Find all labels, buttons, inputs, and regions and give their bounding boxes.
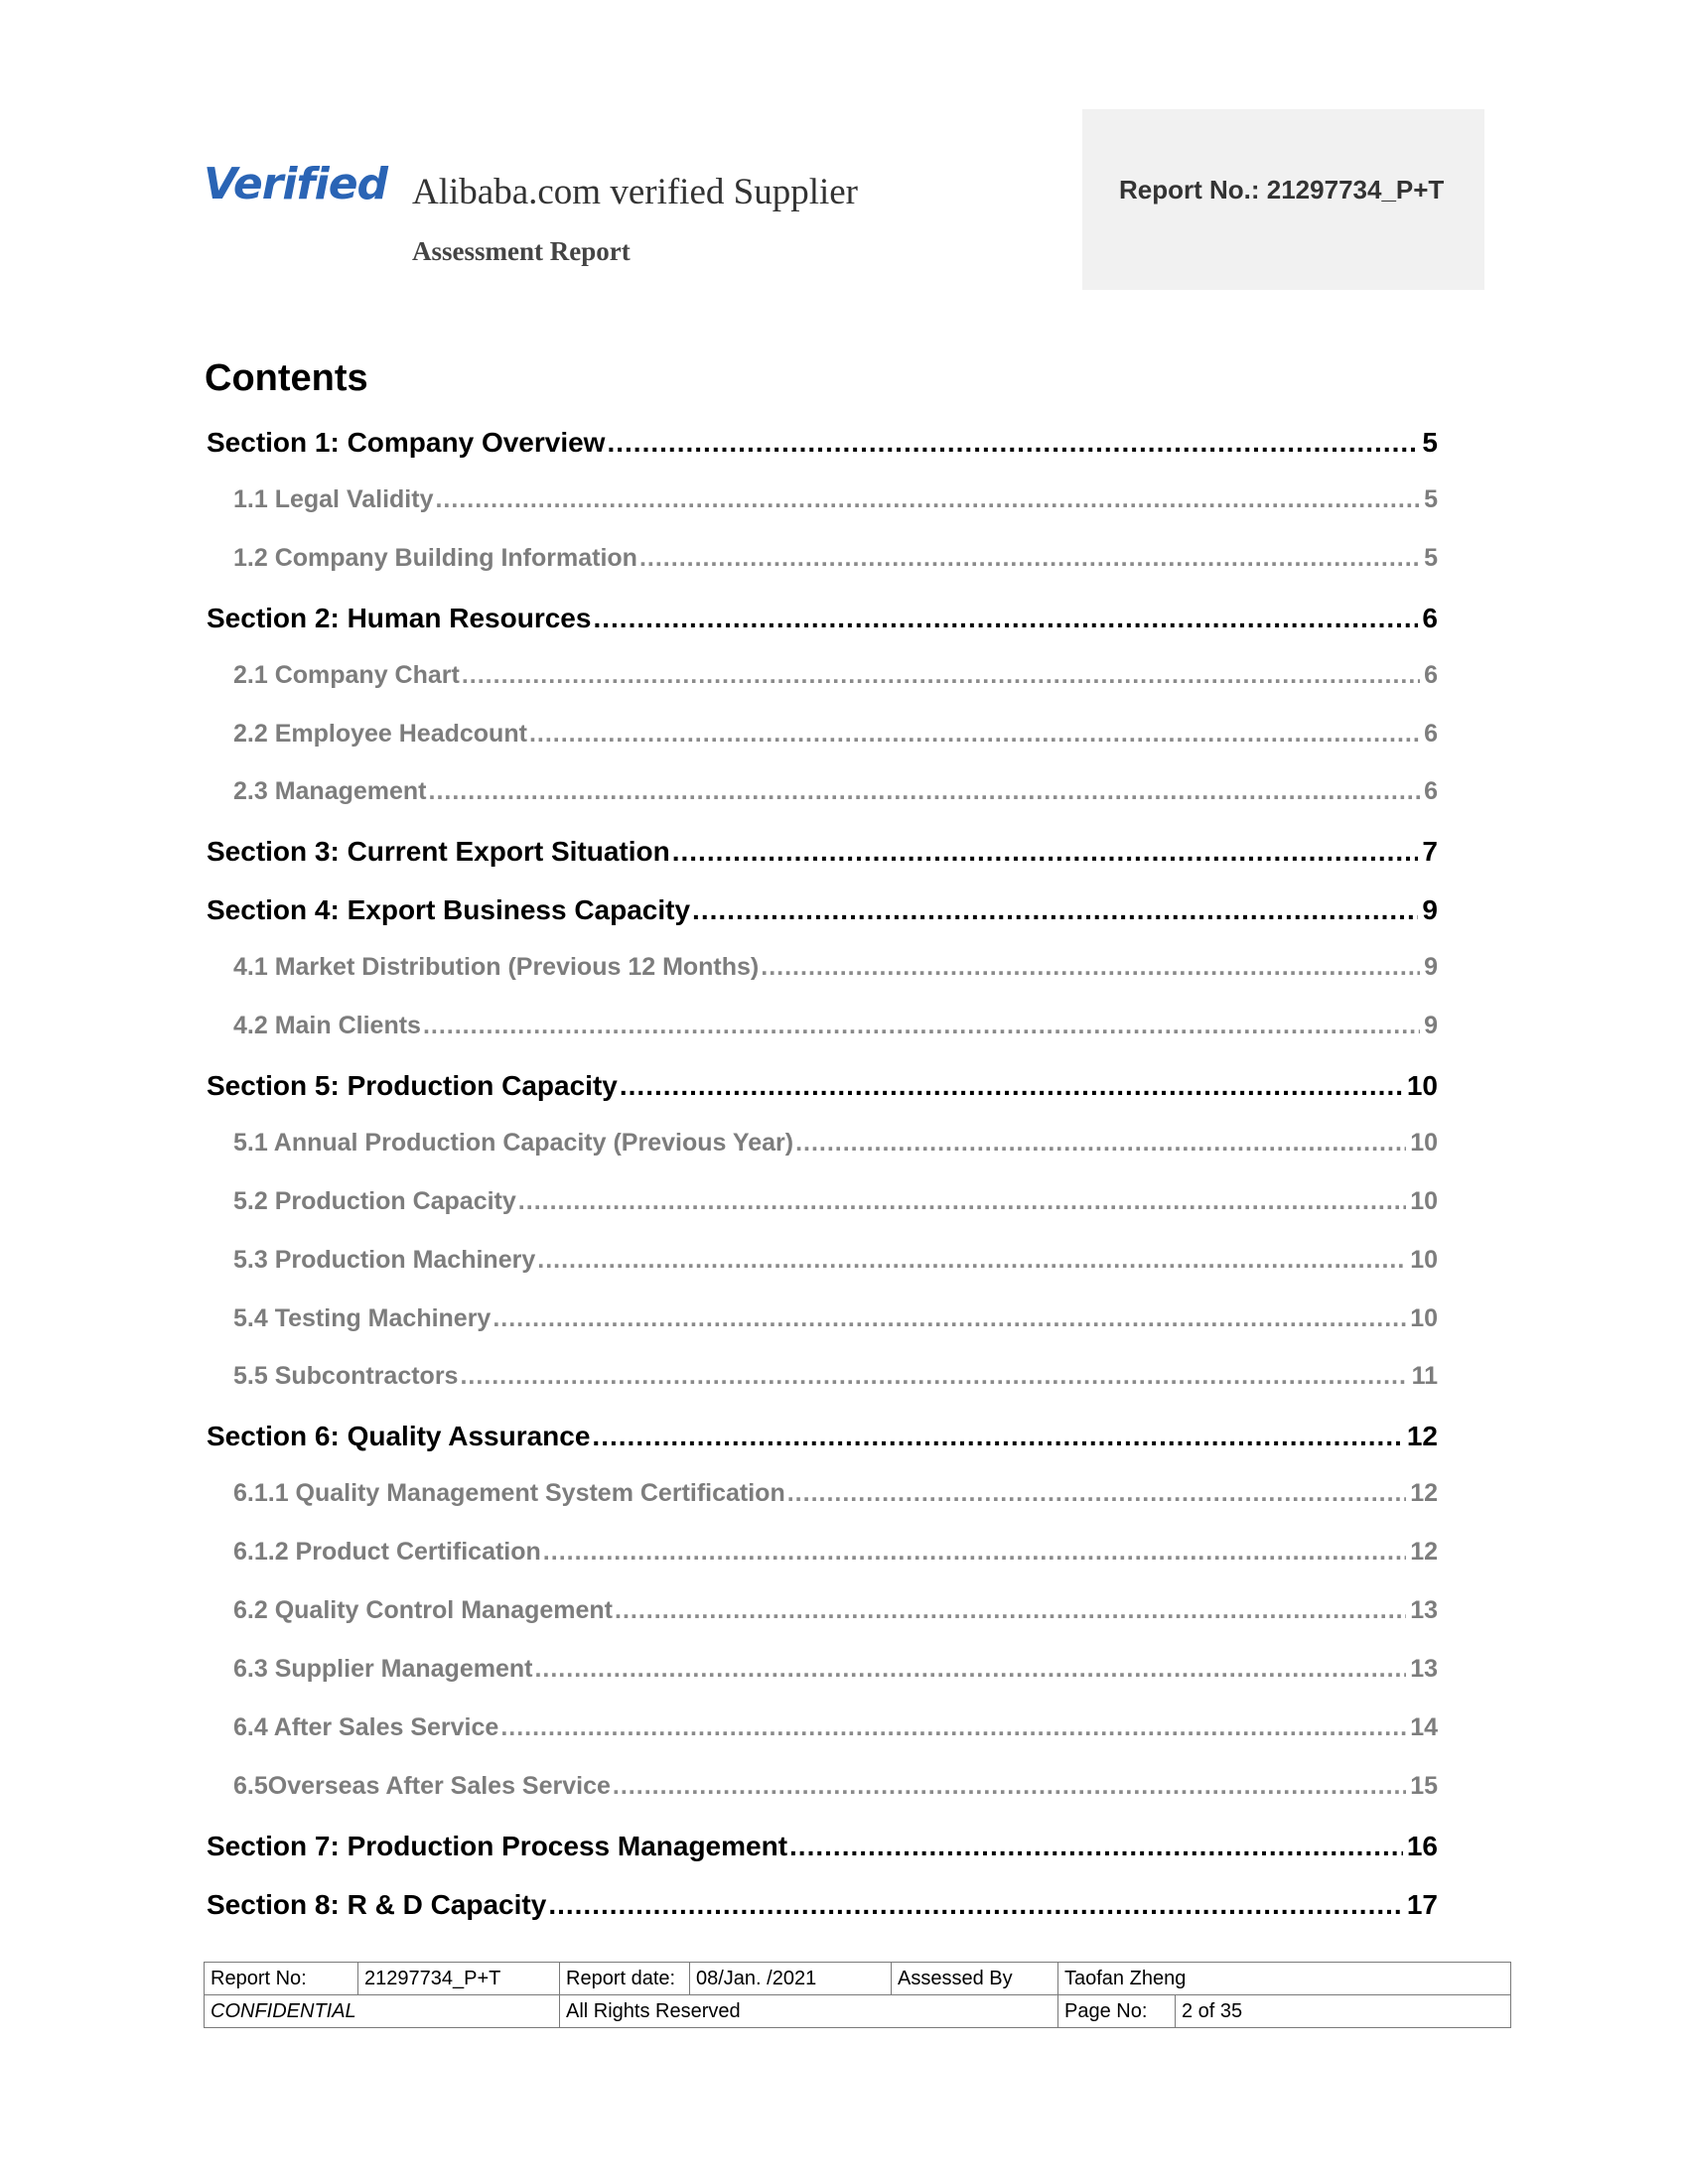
toc-entry-page: 10: [1410, 1245, 1438, 1274]
toc-dot-leader: [492, 1304, 1406, 1333]
toc-entry-page: 11: [1411, 1362, 1438, 1391]
toc-entry-page: 6: [1424, 660, 1438, 689]
toc-entry[interactable]: [233, 1596, 1438, 1625]
toc-entry[interactable]: [233, 1655, 1438, 1684]
toc-entry-label: 2.2 Employee Headcount: [233, 719, 527, 748]
toc-dot-leader: [423, 1012, 1420, 1040]
toc-entry-page: 5: [1424, 543, 1438, 572]
toc-entry-page: 6: [1422, 602, 1438, 633]
toc-entry-page: 10: [1410, 1303, 1438, 1332]
toc-entry-label: 4.1 Market Distribution (Previous 12 Months): [233, 953, 760, 982]
toc-entry[interactable]: [233, 1129, 1438, 1158]
toc-dot-leader: [795, 1129, 1406, 1158]
toc-entry-page: 14: [1410, 1712, 1438, 1741]
toc-entry-label: 5.2 Production Capacity: [233, 1186, 516, 1215]
toc-dot-leader: [620, 1070, 1403, 1102]
toc-entry-label: 5.4 Testing Machinery: [233, 1303, 492, 1332]
verified-logo: Verified: [204, 159, 388, 209]
toc-entry-label: Section 8: R & D Capacity: [207, 1888, 547, 1920]
toc-dot-leader: [460, 1362, 1407, 1391]
toc-dot-leader: [615, 1596, 1406, 1625]
toc-entry-page: 17: [1406, 1888, 1438, 1920]
toc-entry-label: Section 1: Company Overview: [207, 427, 606, 458]
report-number: Report No.: 21297734_P+T: [1119, 175, 1445, 205]
toc-entry-page: 15: [1410, 1771, 1438, 1800]
toc-dot-leader: [462, 661, 1420, 690]
toc-dot-leader: [639, 544, 1420, 573]
toc-entry-label: 5.5 Subcontractors: [233, 1362, 459, 1391]
toc-entry-label: 5.1 Annual Production Capacity (Previous Year): [233, 1128, 794, 1157]
toc-dot-leader: [537, 1246, 1406, 1275]
toc-entry-page: 9: [1424, 953, 1438, 982]
toc-entry-page: 13: [1410, 1654, 1438, 1683]
header-title: Alibaba.com verified Supplier: [412, 172, 859, 212]
toc-entry-page: 10: [1406, 1069, 1438, 1101]
toc-entry-label: Section 4: Export Business Capacity: [207, 894, 691, 926]
toc-entry-label: 2.1 Company Chart: [233, 660, 460, 689]
toc-dot-leader: [500, 1713, 1406, 1742]
toc-entry[interactable]: [207, 1889, 1438, 1921]
toc-dot-leader: [672, 836, 1419, 868]
toc-dot-leader: [592, 1421, 1402, 1452]
toc-entry-label: 2.3 Management: [233, 777, 427, 806]
toc-entry-label: 6.4 After Sales Service: [233, 1712, 499, 1741]
toc-entry-label: Section 2: Human Resources: [207, 602, 592, 633]
toc-entry[interactable]: [207, 1831, 1438, 1862]
toc-entry-page: 9: [1424, 1012, 1438, 1039]
toc-entry-page: 6: [1424, 777, 1438, 806]
toc-entry-page: 9: [1422, 894, 1438, 926]
footer-report-date-label: Report date:: [560, 1963, 690, 1995]
toc-entry-page: 12: [1410, 1538, 1438, 1567]
footer-confidential: CONFIDENTIAL: [205, 1995, 560, 2028]
toc-dot-leader: [789, 1831, 1403, 1862]
report-number-box: [1082, 109, 1484, 290]
toc-entry[interactable]: [233, 1187, 1438, 1216]
toc-dot-leader: [761, 953, 1420, 982]
footer-report-no-value: 21297734_P+T: [358, 1963, 560, 1995]
toc-dot-leader: [613, 1772, 1406, 1801]
toc-entry[interactable]: [233, 953, 1438, 982]
toc-entry[interactable]: [207, 427, 1438, 459]
toc-entry-page: 6: [1424, 719, 1438, 748]
toc-entry[interactable]: [207, 836, 1438, 868]
toc-dot-leader: [529, 720, 1420, 749]
toc-dot-leader: [607, 427, 1418, 459]
footer-report-no-label: Report No:: [205, 1963, 358, 1995]
toc-entry-label: Section 7: Production Process Management: [207, 1830, 788, 1861]
toc-dot-leader: [543, 1538, 1406, 1567]
header-subtitle: Assessment Report: [412, 236, 631, 266]
toc-entry[interactable]: [207, 603, 1438, 634]
toc-entry[interactable]: [233, 1362, 1438, 1391]
toc-entry-page: 5: [1424, 484, 1438, 513]
toc-entry-label: 1.1 Legal Validity: [233, 484, 434, 513]
toc-entry[interactable]: [207, 1421, 1438, 1452]
toc-dot-leader: [692, 894, 1418, 926]
toc-entry-label: 5.3 Production Machinery: [233, 1245, 536, 1274]
toc-entry-page: 13: [1410, 1596, 1438, 1624]
toc-dot-leader: [429, 777, 1421, 806]
page-footer: [204, 1962, 1511, 2028]
toc-dot-leader: [787, 1479, 1406, 1508]
toc-entry-label: 6.1.2 Product Certification: [233, 1538, 541, 1567]
footer-assessed-by-label: Assessed By: [892, 1963, 1058, 1995]
toc-entry-label: 6.5Overseas After Sales Service: [233, 1771, 611, 1800]
toc-dot-leader: [593, 603, 1418, 634]
toc-entry[interactable]: [233, 1012, 1438, 1040]
toc-dot-leader: [518, 1187, 1406, 1216]
toc-dot-leader: [435, 485, 1420, 514]
toc-entry-label: Section 6: Quality Assurance: [207, 1421, 591, 1452]
toc-entry[interactable]: [233, 485, 1438, 514]
toc-entry-page: 5: [1422, 427, 1438, 458]
toc-dot-leader: [548, 1889, 1403, 1921]
toc-entry[interactable]: [233, 1538, 1438, 1567]
footer-rights: All Rights Reserved: [560, 1995, 1058, 2028]
toc-entry-label: Section 5: Production Capacity: [207, 1069, 618, 1101]
footer-report-date-value: 08/Jan. /2021: [690, 1963, 892, 1995]
footer-page-label: Page No:: [1058, 1995, 1176, 2028]
toc-entry-page: 16: [1406, 1830, 1438, 1861]
toc-entry[interactable]: [233, 544, 1438, 573]
toc-entry-page: 10: [1410, 1186, 1438, 1215]
toc-entry[interactable]: [233, 1772, 1438, 1801]
toc-dot-leader: [534, 1655, 1406, 1684]
toc-entry-page: 12: [1410, 1479, 1438, 1508]
toc-entry-page: 7: [1422, 836, 1438, 868]
toc-entry-page: 10: [1410, 1128, 1438, 1157]
toc-entry-page: 12: [1406, 1421, 1438, 1452]
toc-entry[interactable]: [207, 1070, 1438, 1102]
toc-entry[interactable]: [233, 720, 1438, 749]
toc-entry[interactable]: [233, 1304, 1438, 1333]
footer-page-value: 2 of 35: [1176, 1995, 1511, 2028]
toc-entry[interactable]: [233, 1479, 1438, 1508]
toc-entry-label: 6.2 Quality Control Management: [233, 1596, 614, 1624]
toc-entry-label: 1.2 Company Building Information: [233, 543, 637, 572]
contents-title: Contents: [205, 357, 368, 399]
toc-entry-label: 6.1.1 Quality Management System Certification: [233, 1479, 785, 1508]
toc-entry[interactable]: [233, 661, 1438, 690]
toc-entry-label: Section 3: Current Export Situation: [207, 836, 670, 868]
toc-entry-label: 4.2 Main Clients: [233, 1012, 421, 1039]
toc-entry[interactable]: [233, 1246, 1438, 1275]
toc-entry[interactable]: [233, 777, 1438, 806]
toc-entry[interactable]: [207, 894, 1438, 926]
toc-entry[interactable]: [233, 1713, 1438, 1742]
footer-assessed-by-value: Taofan Zheng: [1058, 1963, 1511, 1995]
toc-entry-label: 6.3 Supplier Management: [233, 1654, 533, 1683]
